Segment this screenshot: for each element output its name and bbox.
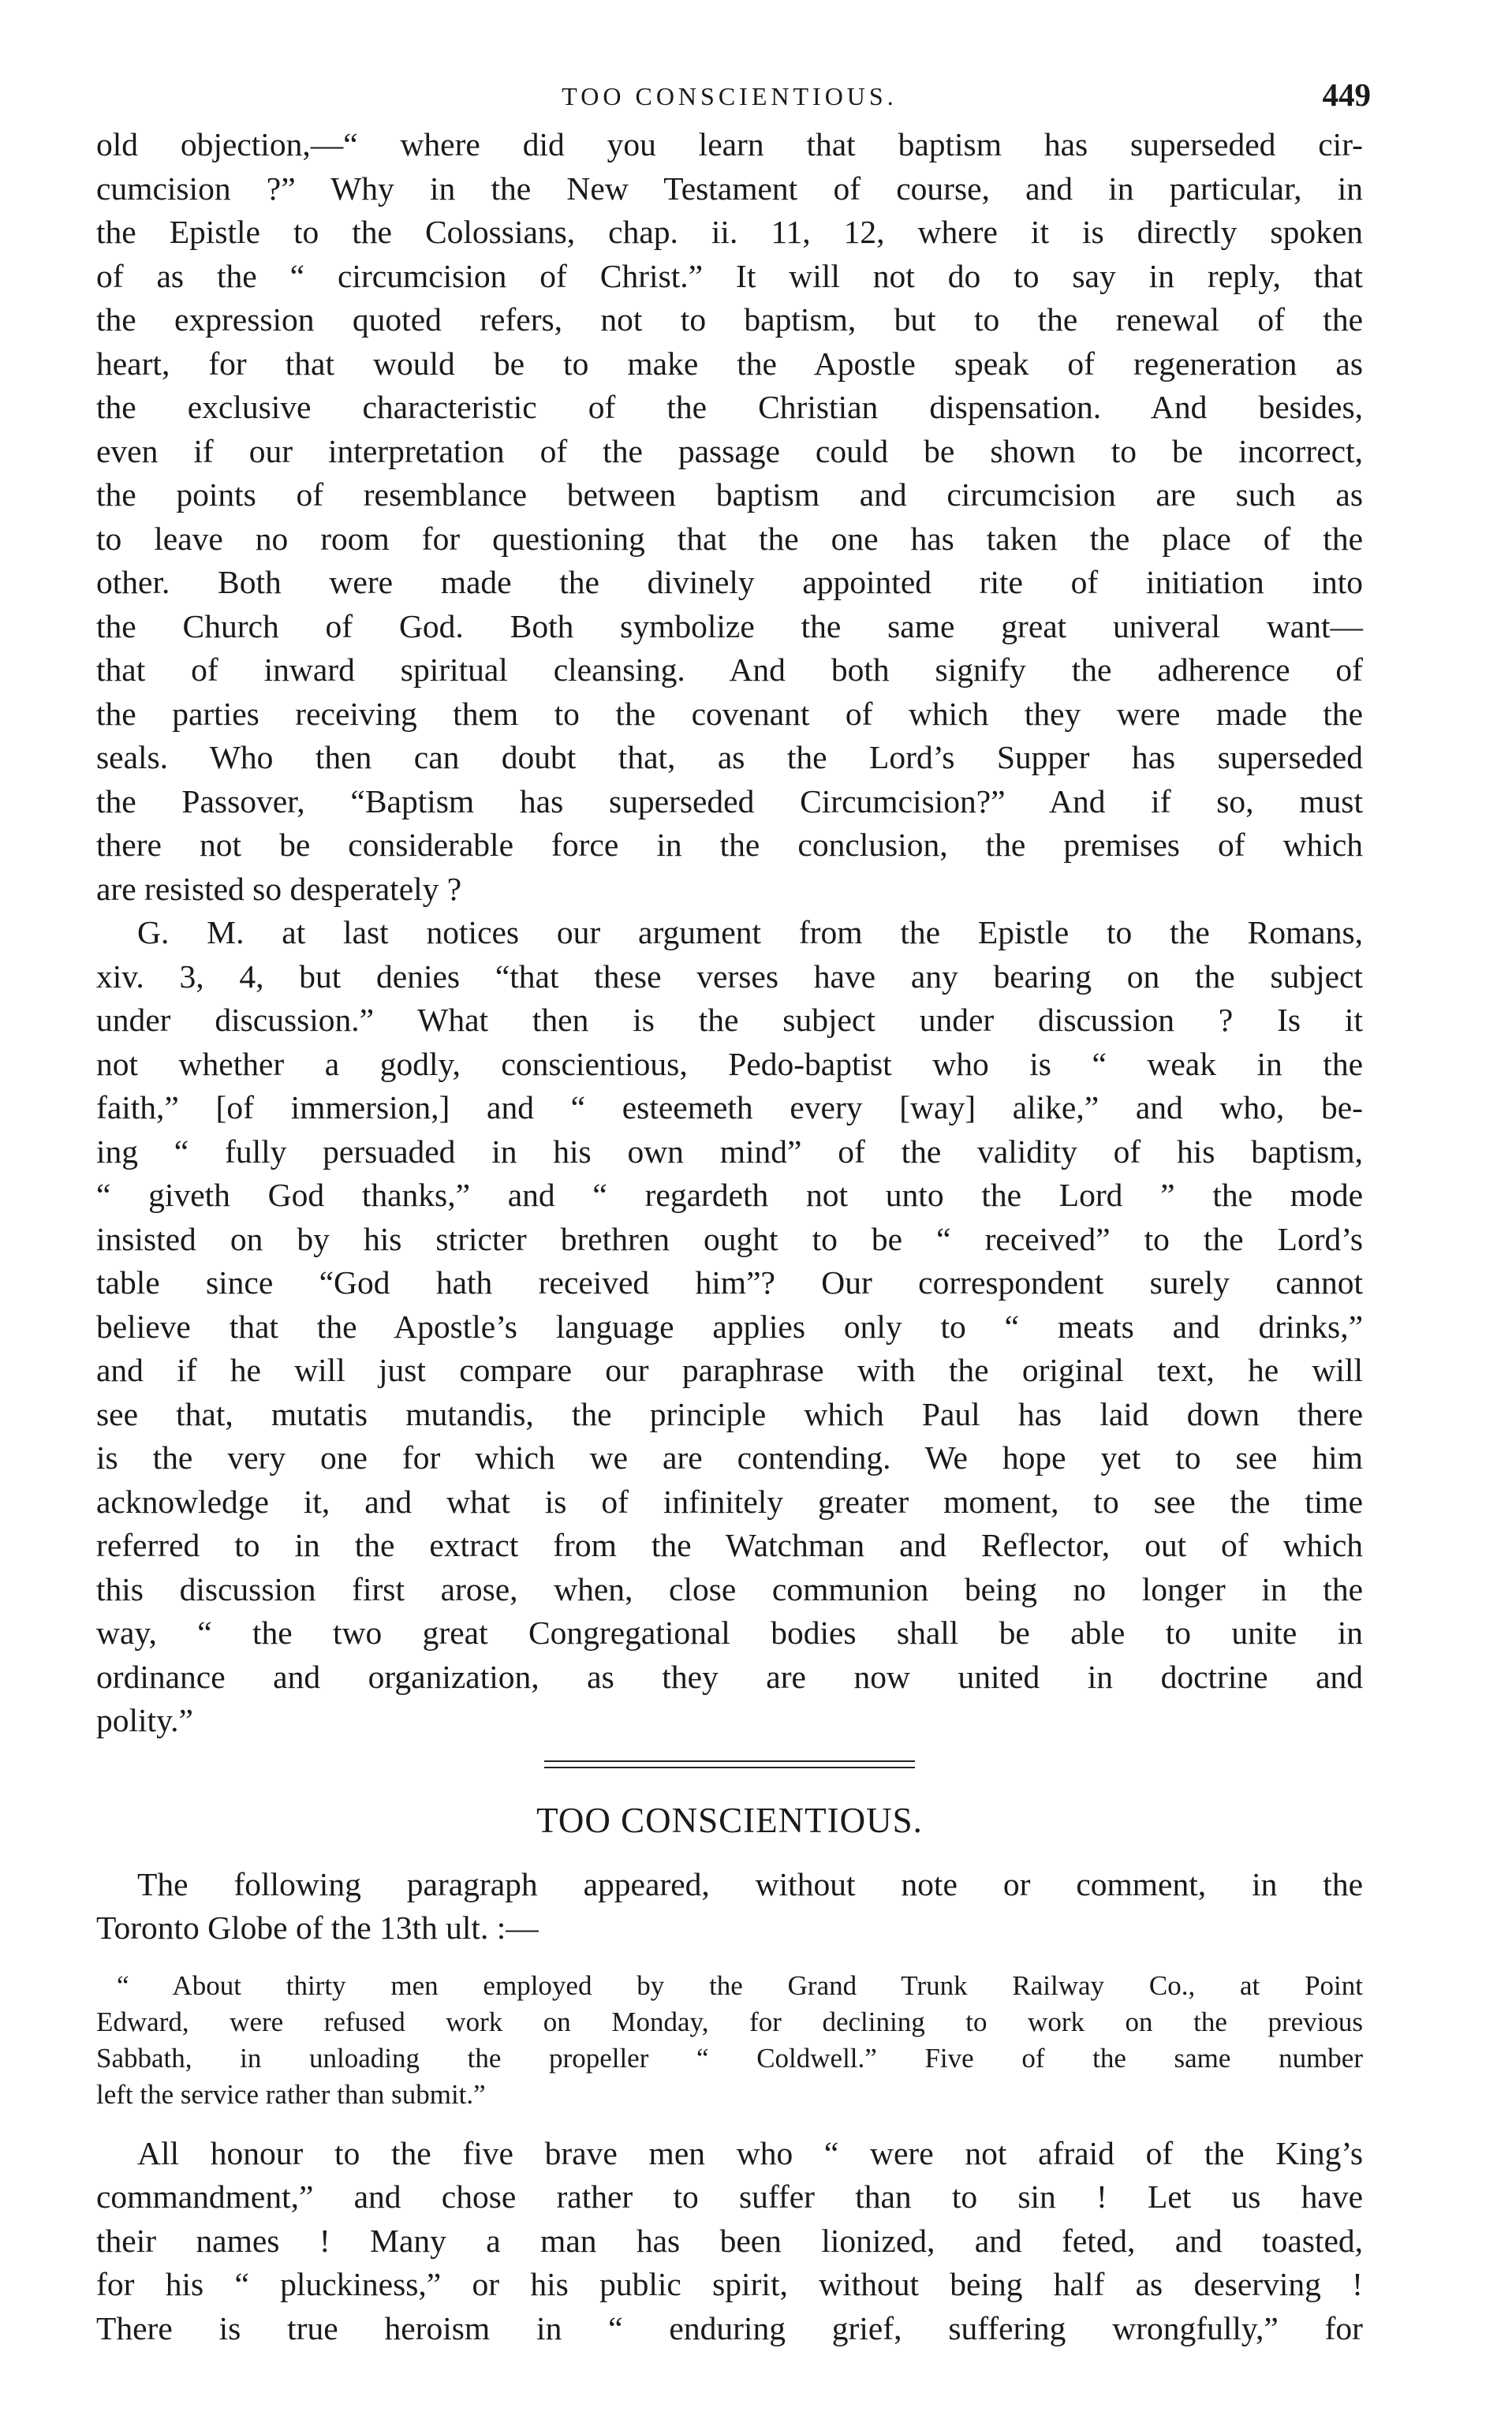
text-line: seals. Who then can doubt that, as the Lord’s Supper has superseded bbox=[96, 739, 1363, 775]
text-line: insisted on by his stricter brethren ought to be “ received” to the Lord’s bbox=[96, 1220, 1363, 1257]
text-line: commandment,” and chose rather to suffer than to sin ! Let us have bbox=[96, 2178, 1363, 2215]
text-line: the Church of God. Both symbolize the same great univeral want— bbox=[96, 607, 1363, 644]
page-number: 449 bbox=[1322, 77, 1371, 113]
text-line: G. M. at last notices our argument from the Epistle to the Romans, bbox=[137, 914, 1363, 950]
paragraph-baptism-argument bbox=[96, 123, 1363, 911]
text-line: ing “ fully persuaded in his own mind” of the validity of his baptism, bbox=[96, 1133, 1363, 1170]
text-line: that of inward spiritual cleansing. And both signify the adherence of bbox=[96, 651, 1363, 688]
text-line: are resisted so desperately ? bbox=[96, 870, 462, 907]
text-line: referred to in the extract from the Watchman and Reflector, out of which bbox=[96, 1527, 1363, 1563]
text-line: the exclusive characteristic of the Christian dispensation. And besides, bbox=[96, 389, 1363, 425]
text-line: “ giveth God thanks,” and “ regardeth not unto the Lord ” the mode bbox=[96, 1177, 1363, 1213]
text-line: cumcision ?” Why in the New Testament of course, and in particular, in bbox=[96, 170, 1363, 207]
text-line: not whether a godly, conscientious, Pedo-baptist who is “ weak in the bbox=[96, 1045, 1363, 1082]
text-line: the parties receiving them to the covenant of which they were made the bbox=[96, 695, 1363, 732]
section-divider bbox=[544, 1760, 915, 1768]
text-line: faith,” [of immersion,] and “ esteemeth every [way] alike,” and who, be- bbox=[96, 1089, 1363, 1126]
text-line: and if he will just compare our paraphrase with the original text, he will bbox=[96, 1352, 1363, 1388]
text-line: old objection,—“ where did you learn that baptism has superseded cir- bbox=[96, 126, 1363, 162]
text-line: under discussion.” What then is the subject under discussion ? Is it bbox=[96, 1002, 1363, 1038]
text-line: table since “God hath received him”? Our correspondent surely cannot bbox=[96, 1264, 1363, 1301]
text-line: way, “ the two great Congregational bodies shall be able to unite in bbox=[96, 1615, 1363, 1651]
paragraph-honour bbox=[96, 2132, 1363, 2351]
text-line: polity.” bbox=[96, 1702, 193, 1738]
text-line: the Epistle to the Colossians, chap. ii. 11, 12, where it is directly spoken bbox=[96, 214, 1363, 250]
paragraph-romans-argument bbox=[96, 911, 1363, 1743]
text-line: even if our interpretation of the passage could be shown to be incorrect, bbox=[96, 432, 1363, 469]
quote-line: Edward, were refused work on Monday, for declining to work on the previous bbox=[96, 2006, 1363, 2037]
divider-rule bbox=[544, 1760, 915, 1762]
text-line: is the very one for which we are contending. We hope yet to see him bbox=[96, 1439, 1363, 1476]
text-line: The following paragraph appeared, without note or comment, in the bbox=[137, 1865, 1363, 1902]
text-line: this discussion first arose, when, close communion being no longer in the bbox=[96, 1570, 1363, 1607]
text-line: the expression quoted refers, not to baptism, but to the renewal of the bbox=[96, 301, 1363, 338]
text-line: see that, mutatis mutandis, the principle which Paul has laid down there bbox=[96, 1395, 1363, 1432]
text-line: believe that the Apostle’s language applies only to “ meats and drinks,” bbox=[96, 1308, 1363, 1345]
text-line: heart, for that would be to make the Apostle speak of regeneration as bbox=[96, 345, 1363, 382]
text-line: the points of resemblance between baptism and circumcision are such as bbox=[96, 476, 1363, 513]
running-title: TOO CONSCIENTIOUS. bbox=[562, 82, 898, 110]
quote-line: Sabbath, in unloading the propeller “ Coldwell.” Five of the same number bbox=[96, 2042, 1363, 2074]
text-line: There is true heroism in “ enduring grief, suffering wrongfully,” for bbox=[96, 2309, 1363, 2346]
book-page bbox=[96, 76, 1371, 2350]
text-line: the Passover, “Baptism has superseded Circumcision?” And if so, must bbox=[96, 782, 1363, 819]
text-line: for his “ pluckiness,” or his public spirit, without being half as deserving ! bbox=[96, 2266, 1363, 2302]
quote-line: “ About thirty men employed by the Grand Trunk Railway Co., at Point bbox=[117, 1969, 1363, 2001]
text-line: to leave no room for questioning that the one has taken the place of the bbox=[96, 520, 1363, 557]
text-line: Toronto Globe of the 13th ult. :— bbox=[96, 1909, 539, 1946]
section-title: TOO CONSCIENTIOUS. bbox=[536, 1800, 923, 1840]
text-line: xiv. 3, 4, but denies “that these verses have any bearing on the subject bbox=[96, 958, 1363, 995]
text-line: other. Both were made the divinely appointed rite of initiation into bbox=[96, 564, 1363, 600]
text-line: acknowledge it, and what is of infinitely greater moment, to see the time bbox=[96, 1483, 1363, 1520]
divider-rule bbox=[544, 1767, 915, 1768]
text-line: All honour to the five brave men who “ were not afraid of the King’s bbox=[137, 2134, 1363, 2171]
quoted-news-paragraph bbox=[96, 1968, 1363, 2113]
text-line: of as the “ circumcision of Christ.” It will not do to say in reply, that bbox=[96, 257, 1363, 294]
text-line: their names ! Many a man has been lionized, and feted, and toasted, bbox=[96, 2222, 1363, 2259]
running-head bbox=[96, 76, 1371, 123]
paragraph-intro bbox=[96, 1863, 1363, 1951]
text-line: there not be considerable force in the conclusion, the premises of which bbox=[96, 827, 1363, 863]
text-line: ordinance and organization, as they are now united in doctrine and bbox=[96, 1658, 1363, 1695]
quote-line: left the service rather than submit.” bbox=[96, 2078, 486, 2110]
